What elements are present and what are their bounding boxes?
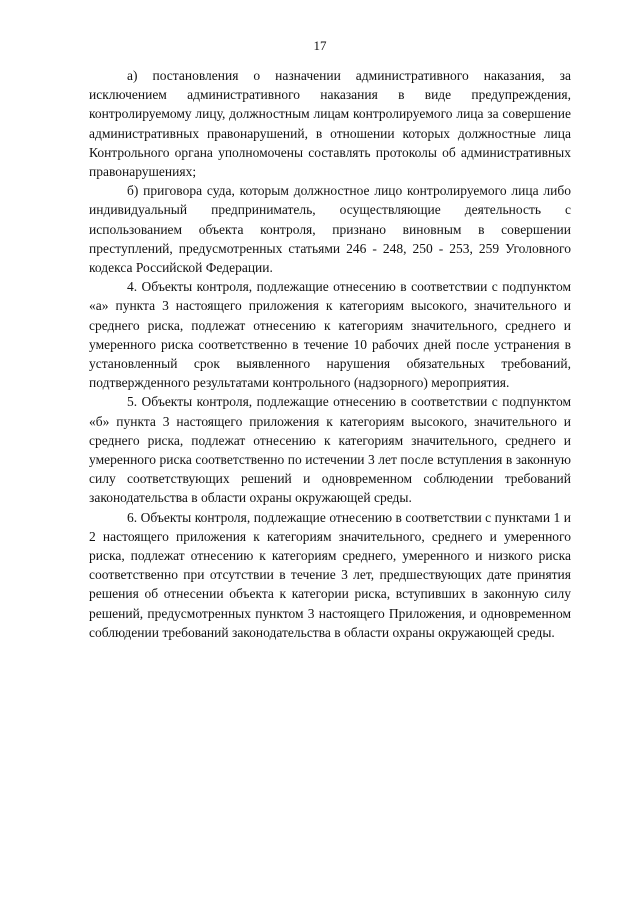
document-body bbox=[89, 66, 571, 642]
paragraph-a: а) постановления о назначении административного наказания, за исключением административного наказания в виде предупреждения, контролируемому лицу, должностным лицам контролируемого лица за совершение административных правонарушений, в отношении которых должностные лица Контрольного органа уполномочены составлять протоколы об административных правонарушениях; bbox=[89, 68, 571, 180]
paragraph-6: 6. Объекты контроля, подлежащие отнесению в соответствии с пунктами 1 и 2 настоящего приложения к категориям значительного, среднего и умеренного риска, подлежат отнесению к категориям среднего, умеренного и низкого риска соответственно при отсутствии в течение 3 лет, предшествующих дате принятия решения об отнесении объекта к категории риска, вступивших в законную силу решений, предусмотренных пунктом 3 настоящего Приложения, и одновременном соблюдении требований законодательства в области охраны окружающей среды. bbox=[89, 509, 571, 640]
page-number: 17 bbox=[313, 38, 327, 53]
paragraph-4: 4. Объекты контроля, подлежащие отнесению в соответствии с подпунктом «а» пункта 3 настоящего приложения к категориям высокого, значительного и среднего риска, подлежат отнесению к категориям значительного, среднего и умеренного риска соответственно в течение 10 рабочих дней после устранения в установленный срок выявленного нарушения обязательных требований, подтвержденного результатами контрольного (надзорного) мероприятия. bbox=[89, 279, 571, 391]
paragraph-b: б) приговора суда, которым должностное лицо контролируемого лица либо индивидуальный предприниматель, осуществляющие деятельность с использованием объекта контроля, признано виновным в совершении преступлений, предусмотренных статьями 246 - 248, 250 - 253, 259 Уголовного кодекса Российской Федерации. bbox=[89, 183, 571, 276]
paragraph-5: 5. Объекты контроля, подлежащие отнесению в соответствии с подпунктом «б» пункта 3 настоящего приложения к категориям высокого, значительного и среднего риска, подлежат отнесению к категориям значительного, среднего и умеренного риска соответственно по истечении 3 лет после вступления в законную силу соответствующих решений и одновременном соблюдении требований законодательства в области охраны окружающей среды. bbox=[89, 394, 571, 506]
